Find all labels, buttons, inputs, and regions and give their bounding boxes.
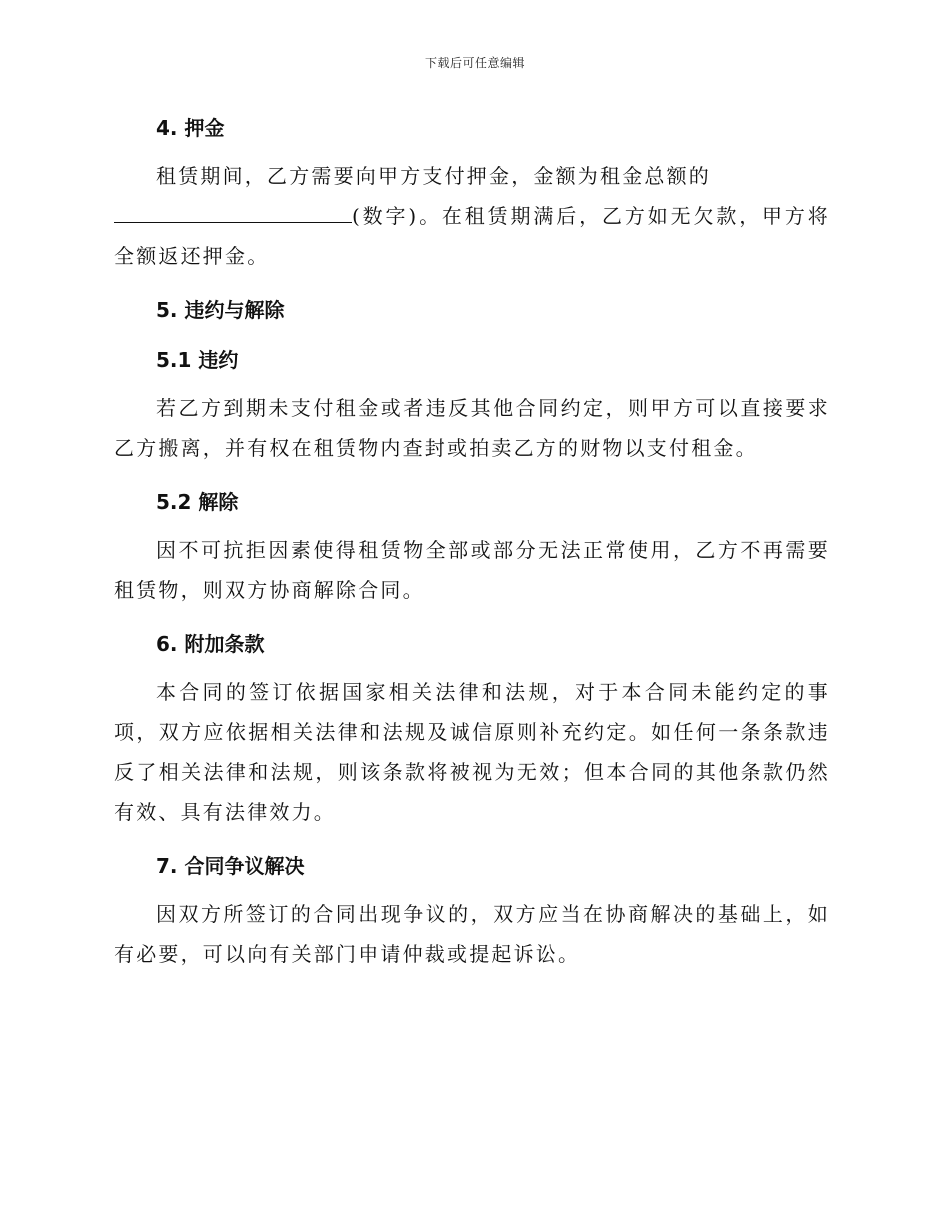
section-7-heading: 7. 合同争议解决 [156, 854, 305, 878]
section-5-heading: 5. 违约与解除 [156, 298, 285, 322]
document-body [114, 112, 830, 974]
section-6-paragraph: 本合同的签订依据国家相关法律和法规，对于本合同未能约定的事项，双方应依据相关法律和法规及诚信原则补充约定。如任何一条条款违反了相关法律和法规，则该条款将被视为无效；但本合同的其他条款仍然有效、具有法律效力。 [114, 680, 830, 824]
section-5-1-heading: 5.1 违约 [156, 348, 239, 372]
section-4-text-start: 租赁期间，乙方需要向甲方支付押金，金额为租金总额的 [156, 164, 711, 188]
section-4-paragraph [114, 156, 830, 276]
section-7-paragraph: 因双方所签订的合同出现争议的，双方应当在协商解决的基础上，如有必要，可以向有关部门申请仲裁或提起诉讼。 [114, 902, 830, 966]
section-6-heading: 6. 附加条款 [156, 632, 265, 656]
section-4-text-rest: (数字)。在租赁期满后，乙方如无欠款，甲方将全额返还押金。 [114, 204, 830, 268]
page-header: 下载后可任意编辑 [424, 56, 525, 70]
deposit-amount-blank [114, 198, 352, 223]
section-5-2-paragraph: 因不可抗拒因素使得租赁物全部或部分无法正常使用，乙方不再需要租赁物，则双方协商解除合同。 [114, 538, 830, 602]
section-5-2-heading: 5.2 解除 [156, 490, 239, 514]
section-5-1-paragraph: 若乙方到期未支付租金或者违反其他合同约定，则甲方可以直接要求乙方搬离，并有权在租赁物内查封或拍卖乙方的财物以支付租金。 [114, 396, 830, 460]
section-4-heading: 4. 押金 [156, 116, 225, 140]
